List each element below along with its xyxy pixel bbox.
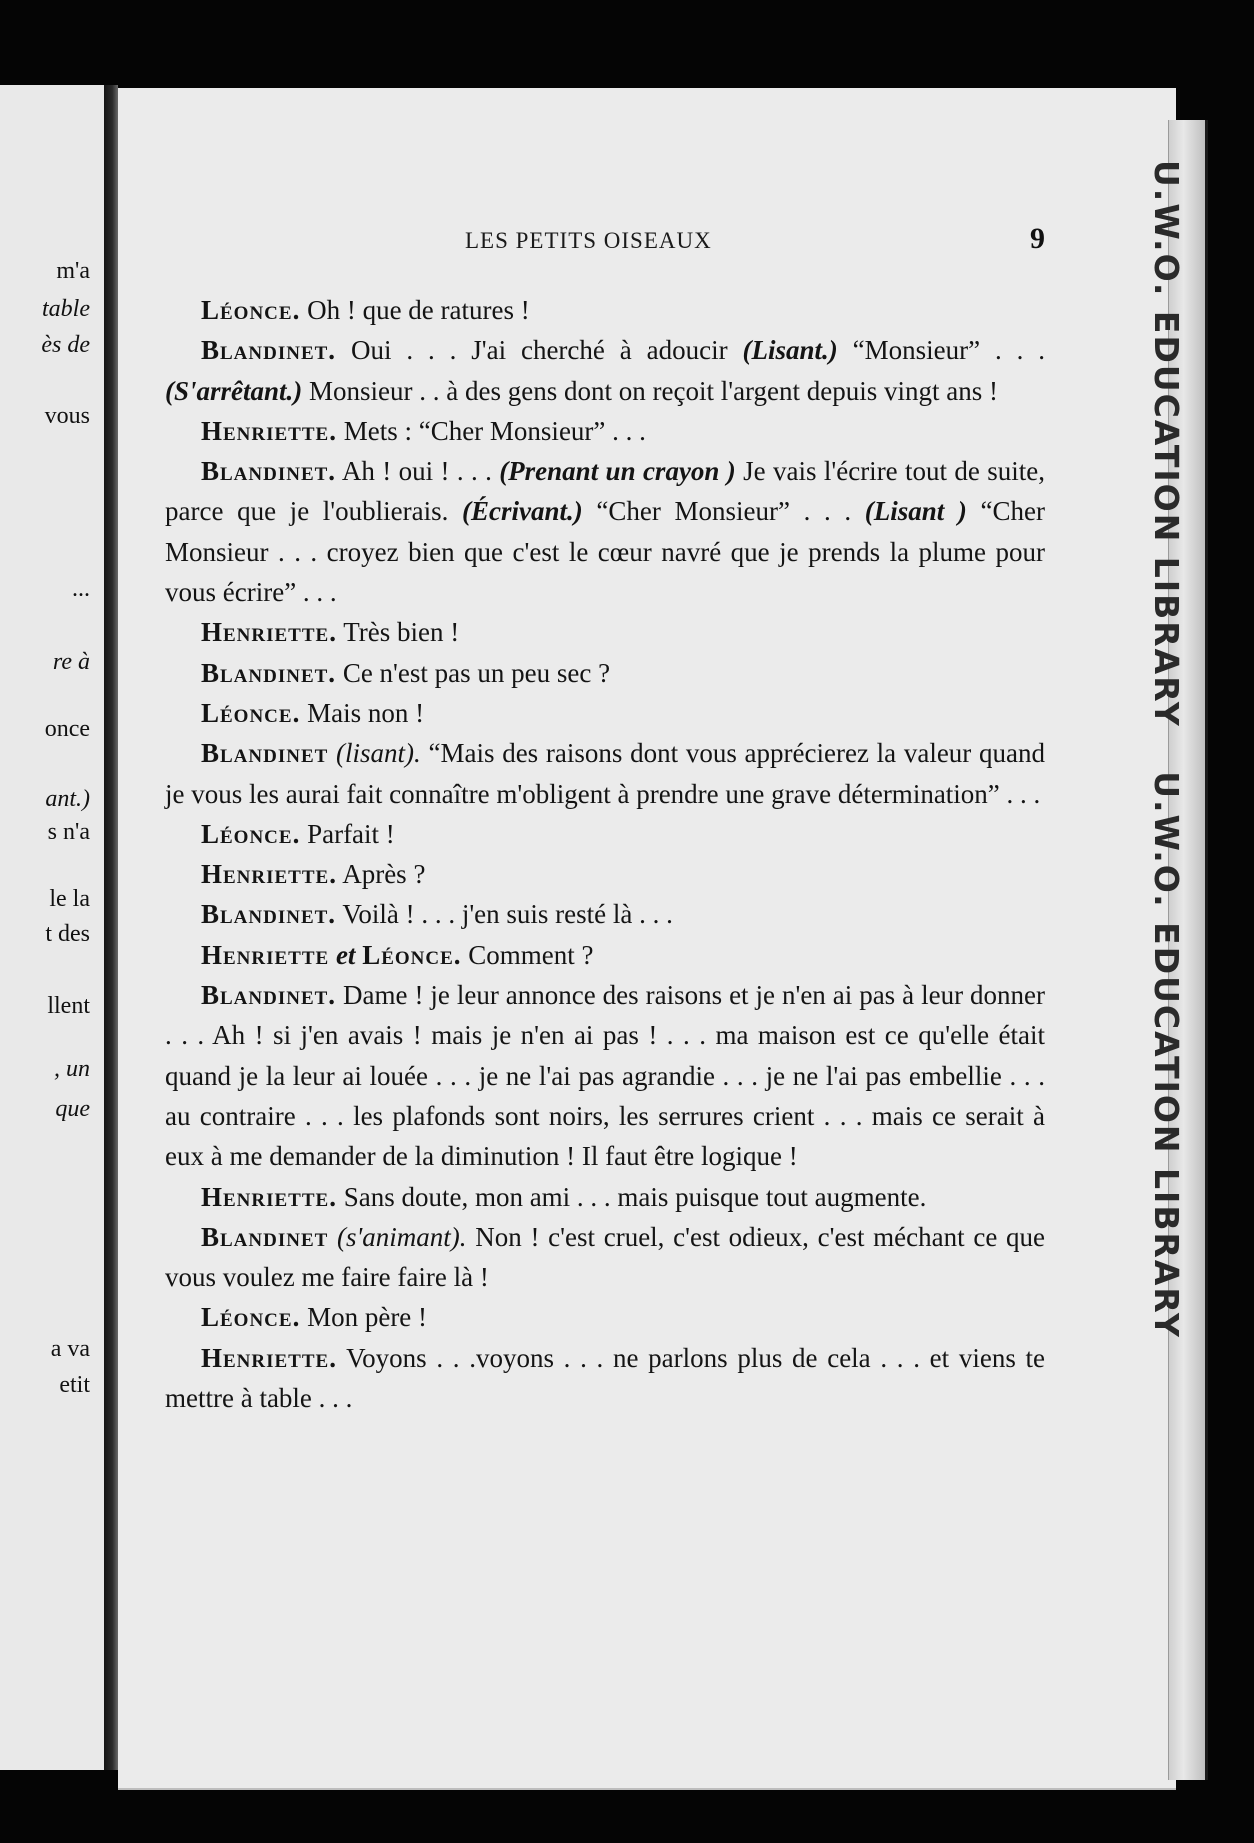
previous-page-text: re à (52, 649, 90, 675)
speaker-name: Henriette. (201, 859, 337, 890)
speech: Non ! c'est cruel, c'est odieux, c'est méchant ce que vous voulez me faire faire là ! (165, 1221, 1046, 1293)
speech: “Cher Monsieur . . . croyez bien que c'est le cœur navré que je prends la plume pour vous écrire” . . . (165, 496, 1046, 608)
speaker-name: Léonce. (201, 818, 301, 849)
previous-page-text: le la (49, 886, 90, 912)
speech: Ce n'est pas un peu sec ? (336, 657, 611, 688)
stage-direction: (Écrivant.) (462, 496, 583, 527)
dialogue-line (165, 935, 1045, 975)
speech: Mets : “Cher Monsieur” . . . (336, 415, 646, 446)
previous-page-text: ès de (41, 332, 90, 358)
speaker-name: Henriette. (201, 415, 337, 446)
book-gutter (104, 85, 118, 1770)
previous-page-text: , un (54, 1056, 90, 1082)
speaker-name: Léonce. (201, 1302, 301, 1333)
speaker-name: Léonce. (362, 939, 462, 970)
speaker-name: Henriette. (201, 1181, 337, 1212)
previous-page-fragment (0, 85, 104, 1770)
speech: Oh ! que de ratures ! (300, 295, 530, 325)
previous-page-text: etit (59, 1372, 90, 1398)
dialogue-line (165, 1338, 1045, 1419)
previous-page-text: ant.) (45, 786, 90, 812)
dialogue-line (165, 1217, 1045, 1298)
conjunction: et (335, 939, 356, 970)
speaker-name: Léonce. (201, 697, 301, 728)
dialogue-line (165, 411, 1045, 451)
play-text (165, 290, 1045, 1418)
previous-page-text: a va (50, 1336, 90, 1362)
speaker-name: Blandinet. (201, 335, 337, 366)
dialogue-line (165, 1177, 1045, 1217)
stage-direction: (S'arrêtant.) (165, 375, 303, 406)
speech: Parfait ! (300, 818, 395, 849)
speaker-name: Blandinet. (201, 657, 337, 688)
speech: “Cher Monsieur” . . . (582, 496, 865, 527)
speaker-name: Henriette. (201, 1342, 337, 1373)
dialogue-line (165, 451, 1045, 612)
previous-page-text: vous (44, 403, 90, 429)
speech: Sans doute, mon ami . . . mais puisque tout augmente. (336, 1181, 927, 1212)
dialogue-line (165, 975, 1045, 1176)
speaker-name: Blandinet. (201, 980, 337, 1011)
previous-page-text: m'a (56, 258, 90, 284)
speaker-name: Blandinet. (201, 456, 337, 487)
dialogue-line (165, 733, 1045, 814)
speech: “Mais des raisons dont vous apprécierez la valeur quand je vous les aurai fait connaître m'obligent à prendre une grave détermination” . . . (165, 738, 1045, 809)
previous-page-text: llent (47, 993, 90, 1019)
speech: Je vais l'écrire tout de suite, parce que je l'oublierais. (165, 456, 1045, 527)
dialogue-line (165, 894, 1045, 934)
speech: Voyons . . .voyons . . . ne parlons plus de cela . . . et viens te mettre à table . . . (165, 1342, 1045, 1414)
dialogue-line (165, 330, 1045, 411)
stage-direction: (Lisant.) (742, 335, 838, 366)
stage-direction: (Prenant un crayon ) (499, 456, 736, 487)
speaker-name: Henriette (201, 939, 330, 970)
stage-direction: (Lisant ) (864, 496, 967, 527)
previous-page-text: que (55, 1096, 90, 1122)
speaker-name: Blandinet (201, 738, 329, 769)
speech: Voilà ! . . . j'en suis resté là . . . (336, 899, 673, 930)
speaker-name: Blandinet (201, 1221, 329, 1252)
speech: Dame ! je leur annonce des raisons et je n'en ai pas à leur donner . . . Ah ! si j'en avais ! mais je n'en ai pas ! . . . ma maison est ce qu'elle était quand je la leur ai louée . . . je ne l'ai pas agrandie . . . je ne l'ai pas embellie . . . au contraire . . . les plafonds sont noirs, les serrures crient . . . mais ce serait à eux à me demander de la diminution ! Il faut être logique ! (165, 980, 1045, 1172)
speech: Très bien ! (336, 617, 460, 648)
library-stamp-text-2: U.W.O. EDUCATION LIBRARY (1147, 771, 1186, 1339)
speech: Ah ! oui ! . . . (336, 456, 500, 487)
speech: Mais non ! (300, 697, 425, 728)
dialogue-line (165, 693, 1045, 733)
speaker-name: Henriette. (201, 617, 337, 648)
dialogue-line (165, 854, 1045, 894)
speaker-name: Léonce. (201, 295, 301, 325)
dialogue-line (165, 814, 1045, 854)
previous-page-text: once (44, 716, 90, 742)
speech: Oui . . . J'ai cherché à adoucir (336, 335, 743, 366)
library-stamp (1147, 160, 1186, 1369)
dialogue-line (165, 612, 1045, 652)
speaker-name: Blandinet. (201, 899, 337, 930)
previous-page-text: s n'a (47, 819, 90, 845)
running-title: LES PETITS OISEAUX (465, 228, 712, 253)
page-number: 9 (1030, 222, 1045, 255)
previous-page-text: t des (45, 921, 90, 947)
dialogue-line (165, 653, 1045, 693)
library-stamp-text-1: U.W.O. EDUCATION LIBRARY (1147, 160, 1186, 728)
dialogue-line (165, 1297, 1045, 1337)
speech: Mon père ! (300, 1302, 428, 1333)
previous-page-text: ... (72, 576, 90, 602)
stage-direction: (lisant). (336, 738, 421, 769)
speech: Comment ? (461, 939, 594, 970)
dialogue-line (165, 290, 1045, 330)
speech: Après ? (336, 859, 426, 890)
speech: “Monsieur” . . . (837, 335, 1045, 366)
previous-page-text: table (42, 296, 90, 322)
stage-direction: (s'animant). (337, 1221, 467, 1252)
speech: Monsieur . . à des gens dont on reçoit l'argent depuis vingt ans ! (302, 375, 999, 406)
